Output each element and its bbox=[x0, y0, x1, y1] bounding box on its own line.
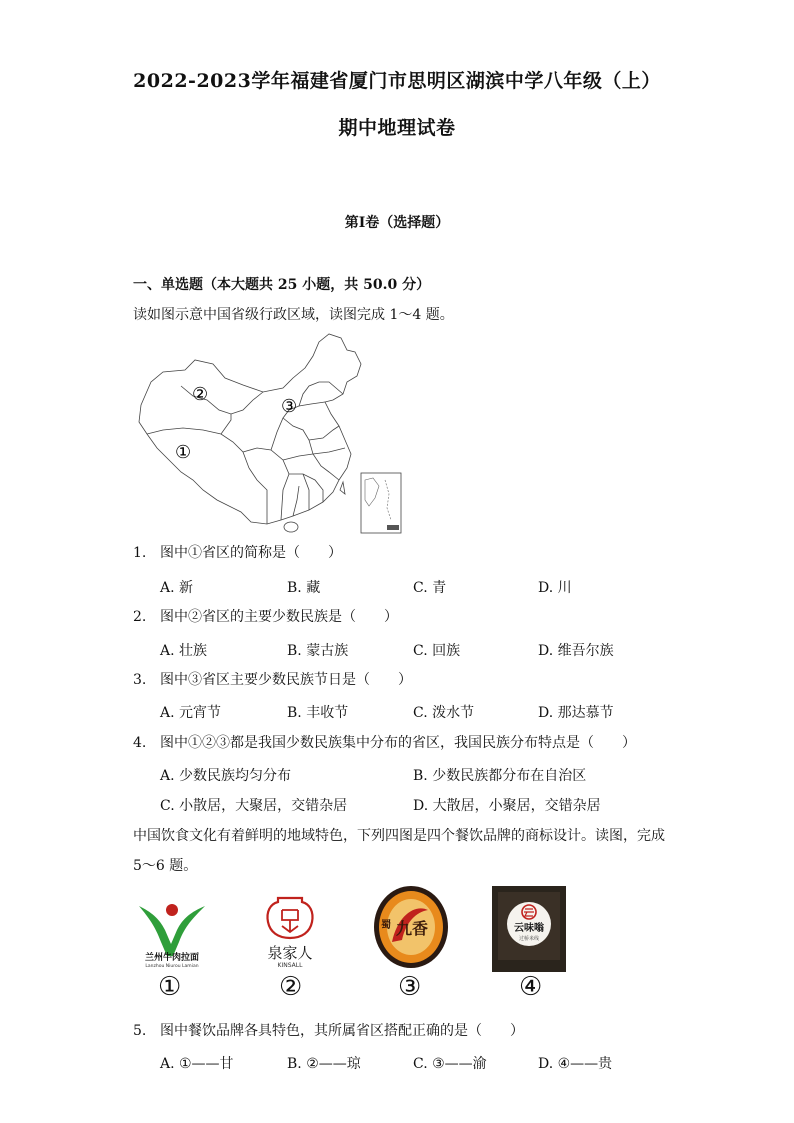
logo-4-caption: ④ bbox=[519, 972, 543, 1002]
q2-option-b: B. 蒙古族 bbox=[287, 643, 349, 659]
logo-intro-line2: 5～6 题。 bbox=[133, 858, 198, 874]
q5-option-c: C. ③——渝 bbox=[413, 1056, 487, 1072]
q4-option-b: B. 少数民族都分布在自治区 bbox=[413, 768, 587, 784]
q4-number: 4. bbox=[133, 735, 147, 751]
china-province-map bbox=[133, 330, 405, 535]
q3-option-d: D. 那达慕节 bbox=[538, 705, 614, 721]
svg-text:过桥米线: 过桥米线 bbox=[518, 936, 540, 942]
q5-option-b: B. ②——琼 bbox=[287, 1056, 361, 1072]
q4-stem: 图中①②③都是我国少数民族集中分布的省区，我国民族分布特点是（ ） bbox=[160, 735, 636, 751]
q5-option-a: A. ①——甘 bbox=[160, 1056, 234, 1072]
logo-yunwei bbox=[492, 886, 566, 972]
logo-intro-line1: 中国饮食文化有着鲜明的地域特色，下列四图是四个餐饮品牌的商标设计。读图，完成 bbox=[133, 828, 665, 844]
q5-option-d: D. ④——贵 bbox=[538, 1056, 613, 1072]
q1-option-d: D. 川 bbox=[538, 580, 572, 596]
q3-number: 3. bbox=[133, 672, 147, 688]
south-china-sea-inset bbox=[361, 473, 401, 533]
q3-stem: 图中③省区主要少数民族节日是（ ） bbox=[160, 672, 412, 688]
logo-lanzhou-noodles bbox=[133, 896, 211, 968]
svg-text:KINSALL: KINSALL bbox=[277, 962, 303, 969]
q3-option-b: B. 丰收节 bbox=[287, 705, 349, 721]
map-marker-2: ② bbox=[192, 384, 209, 405]
svg-text:泉家人: 泉家人 bbox=[267, 944, 313, 962]
logo-1-caption: ① bbox=[158, 972, 182, 1002]
q1-stem: 图中①省区的简称是（ ） bbox=[160, 545, 342, 561]
map-marker-3: ③ bbox=[281, 396, 298, 417]
section-heading: 一、单选题（本大题共 25 小题，共 50.0 分） bbox=[133, 277, 431, 293]
logo-2-caption: ② bbox=[279, 972, 303, 1002]
q4-option-d: D. 大散居，小聚居，交错杂居 bbox=[413, 798, 601, 814]
exam-title-line2: 期中地理试卷 bbox=[338, 117, 456, 139]
svg-text:Lanzhou Niurou Lamian: Lanzhou Niurou Lamian bbox=[145, 964, 199, 968]
map-marker-1: ① bbox=[175, 442, 192, 463]
q1-option-b: B. 藏 bbox=[287, 580, 321, 596]
hainan-island bbox=[284, 522, 298, 532]
q5-stem: 图中餐饮品牌各具特色，其所属省区搭配正确的是（ ） bbox=[160, 1023, 524, 1039]
q4-option-c: C. 小散居，大聚居，交错杂居 bbox=[160, 798, 348, 814]
q2-option-c: C. 回族 bbox=[413, 643, 461, 659]
q1-option-a: A. 新 bbox=[160, 580, 194, 596]
logo-shu-jiuxiang bbox=[372, 884, 450, 970]
q1-option-c: C. 青 bbox=[413, 580, 447, 596]
q2-option-d: D. 维吾尔族 bbox=[538, 643, 614, 659]
q3-option-a: A. 元宵节 bbox=[160, 705, 222, 721]
logo-3-caption: ③ bbox=[398, 972, 422, 1002]
q2-option-a: A. 壮族 bbox=[160, 643, 208, 659]
svg-text:九香: 九香 bbox=[395, 919, 429, 938]
q2-number: 2. bbox=[133, 609, 147, 625]
q3-option-c: C. 泼水节 bbox=[413, 705, 475, 721]
svg-text:兰州牛肉拉面: 兰州牛肉拉面 bbox=[144, 953, 200, 963]
q5-number: 5. bbox=[133, 1023, 147, 1039]
exam-title-line1: 2022-2023学年福建省厦门市思明区湖滨中学八年级（上） bbox=[133, 70, 661, 92]
logo-quanjiaren bbox=[254, 892, 326, 970]
svg-text:云味嗡: 云味嗡 bbox=[514, 923, 544, 934]
q2-stem: 图中②省区的主要少数民族是（ ） bbox=[160, 609, 398, 625]
q1-number: 1. bbox=[133, 545, 147, 561]
taiwan-island bbox=[340, 482, 345, 494]
volume-heading: 第I卷（选择题） bbox=[344, 215, 450, 231]
svg-text:蜀: 蜀 bbox=[381, 920, 391, 931]
map-intro: 读如图示意中国省级行政区域，读图完成 1～4 题。 bbox=[133, 307, 454, 323]
q4-option-a: A. 少数民族均匀分布 bbox=[160, 768, 292, 784]
